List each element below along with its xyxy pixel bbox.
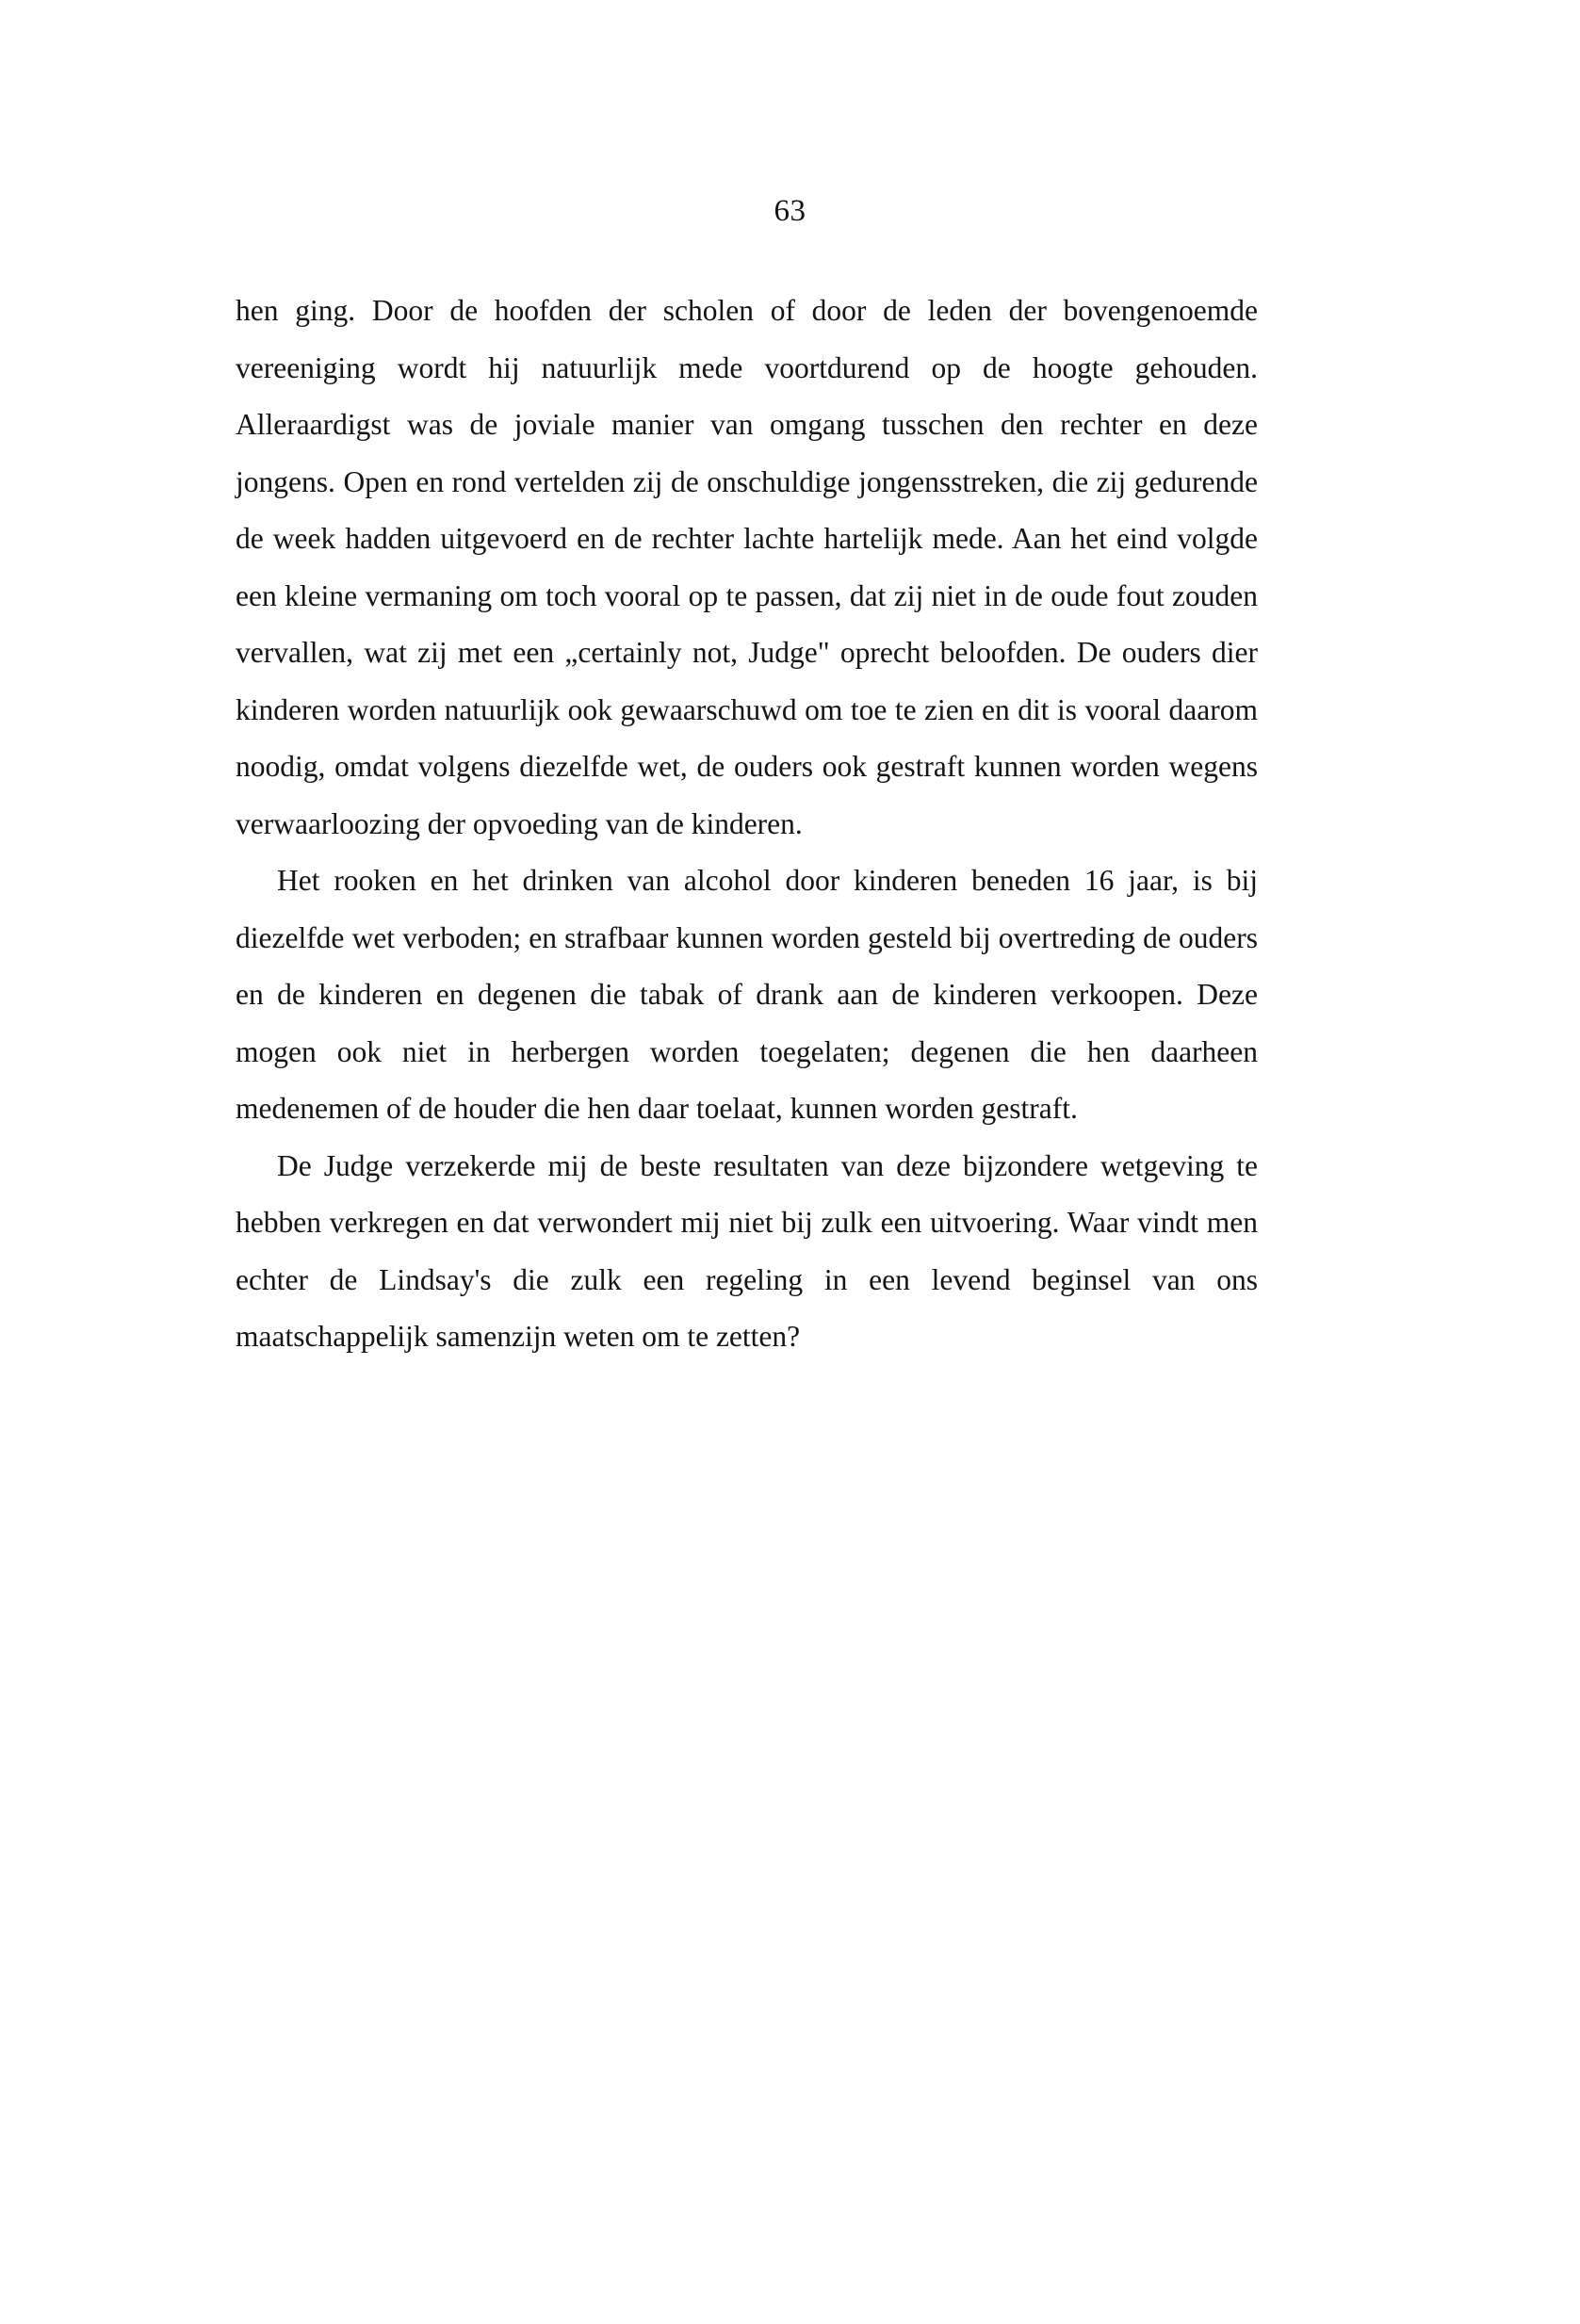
- page-number: 63: [774, 194, 806, 228]
- body-text-column: [236, 283, 1258, 1366]
- paragraph: De Judge verzekerde mij de beste resultaten van deze bijzondere wetgeving te hebben verkregen en dat verwondert mij niet bij zulk een uitvoering. Waar vindt men echter de Lindsay's die zulk een regeling in een levend beginsel van ons maatschappelijk samenzijn weten om te zetten?: [236, 1148, 1258, 1353]
- paragraph: hen ging. Door de hoofden der scholen of door de leden der bovengenoemde vereeniging wordt hij natuurlijk mede voortdurend op de hoogte gehouden. Alleraardigst was de joviale manier van omgang tusschen den rechter en deze jongens. Open en rond vertelden zij de onschuldige jongensstreken, die zij gedurende de week hadden uitgevoerd en de rechter lachte hartelijk mede. Aan het eind volgde een kleine vermaning om toch vooral op te passen, dat zij niet in de oude fout zouden vervallen, wat zij met een „certainly not, Judge" oprecht beloofden. De ouders dier kinderen worden natuurlijk ook gewaarschuwd om toe te zien en dit is vooral daarom noodig, omdat volgens diezelfde wet, de ouders ook gestraft kunnen worden wegens verwaarloozing der opvoeding van de kinderen.: [236, 294, 1258, 840]
- paragraph: Het rooken en het drinken van alcohol door kinderen beneden 16 jaar, is bij diezelfde wet verboden; en strafbaar kunnen worden gesteld bij overtreding de ouders en de kinderen en degenen die tabak of drank aan de kinderen verkoopen. Deze mogen ook niet in herbergen worden toegelaten; degenen die hen daarheen medenemen of de houder die hen daar toelaat, kunnen worden gestraft.: [236, 864, 1258, 1125]
